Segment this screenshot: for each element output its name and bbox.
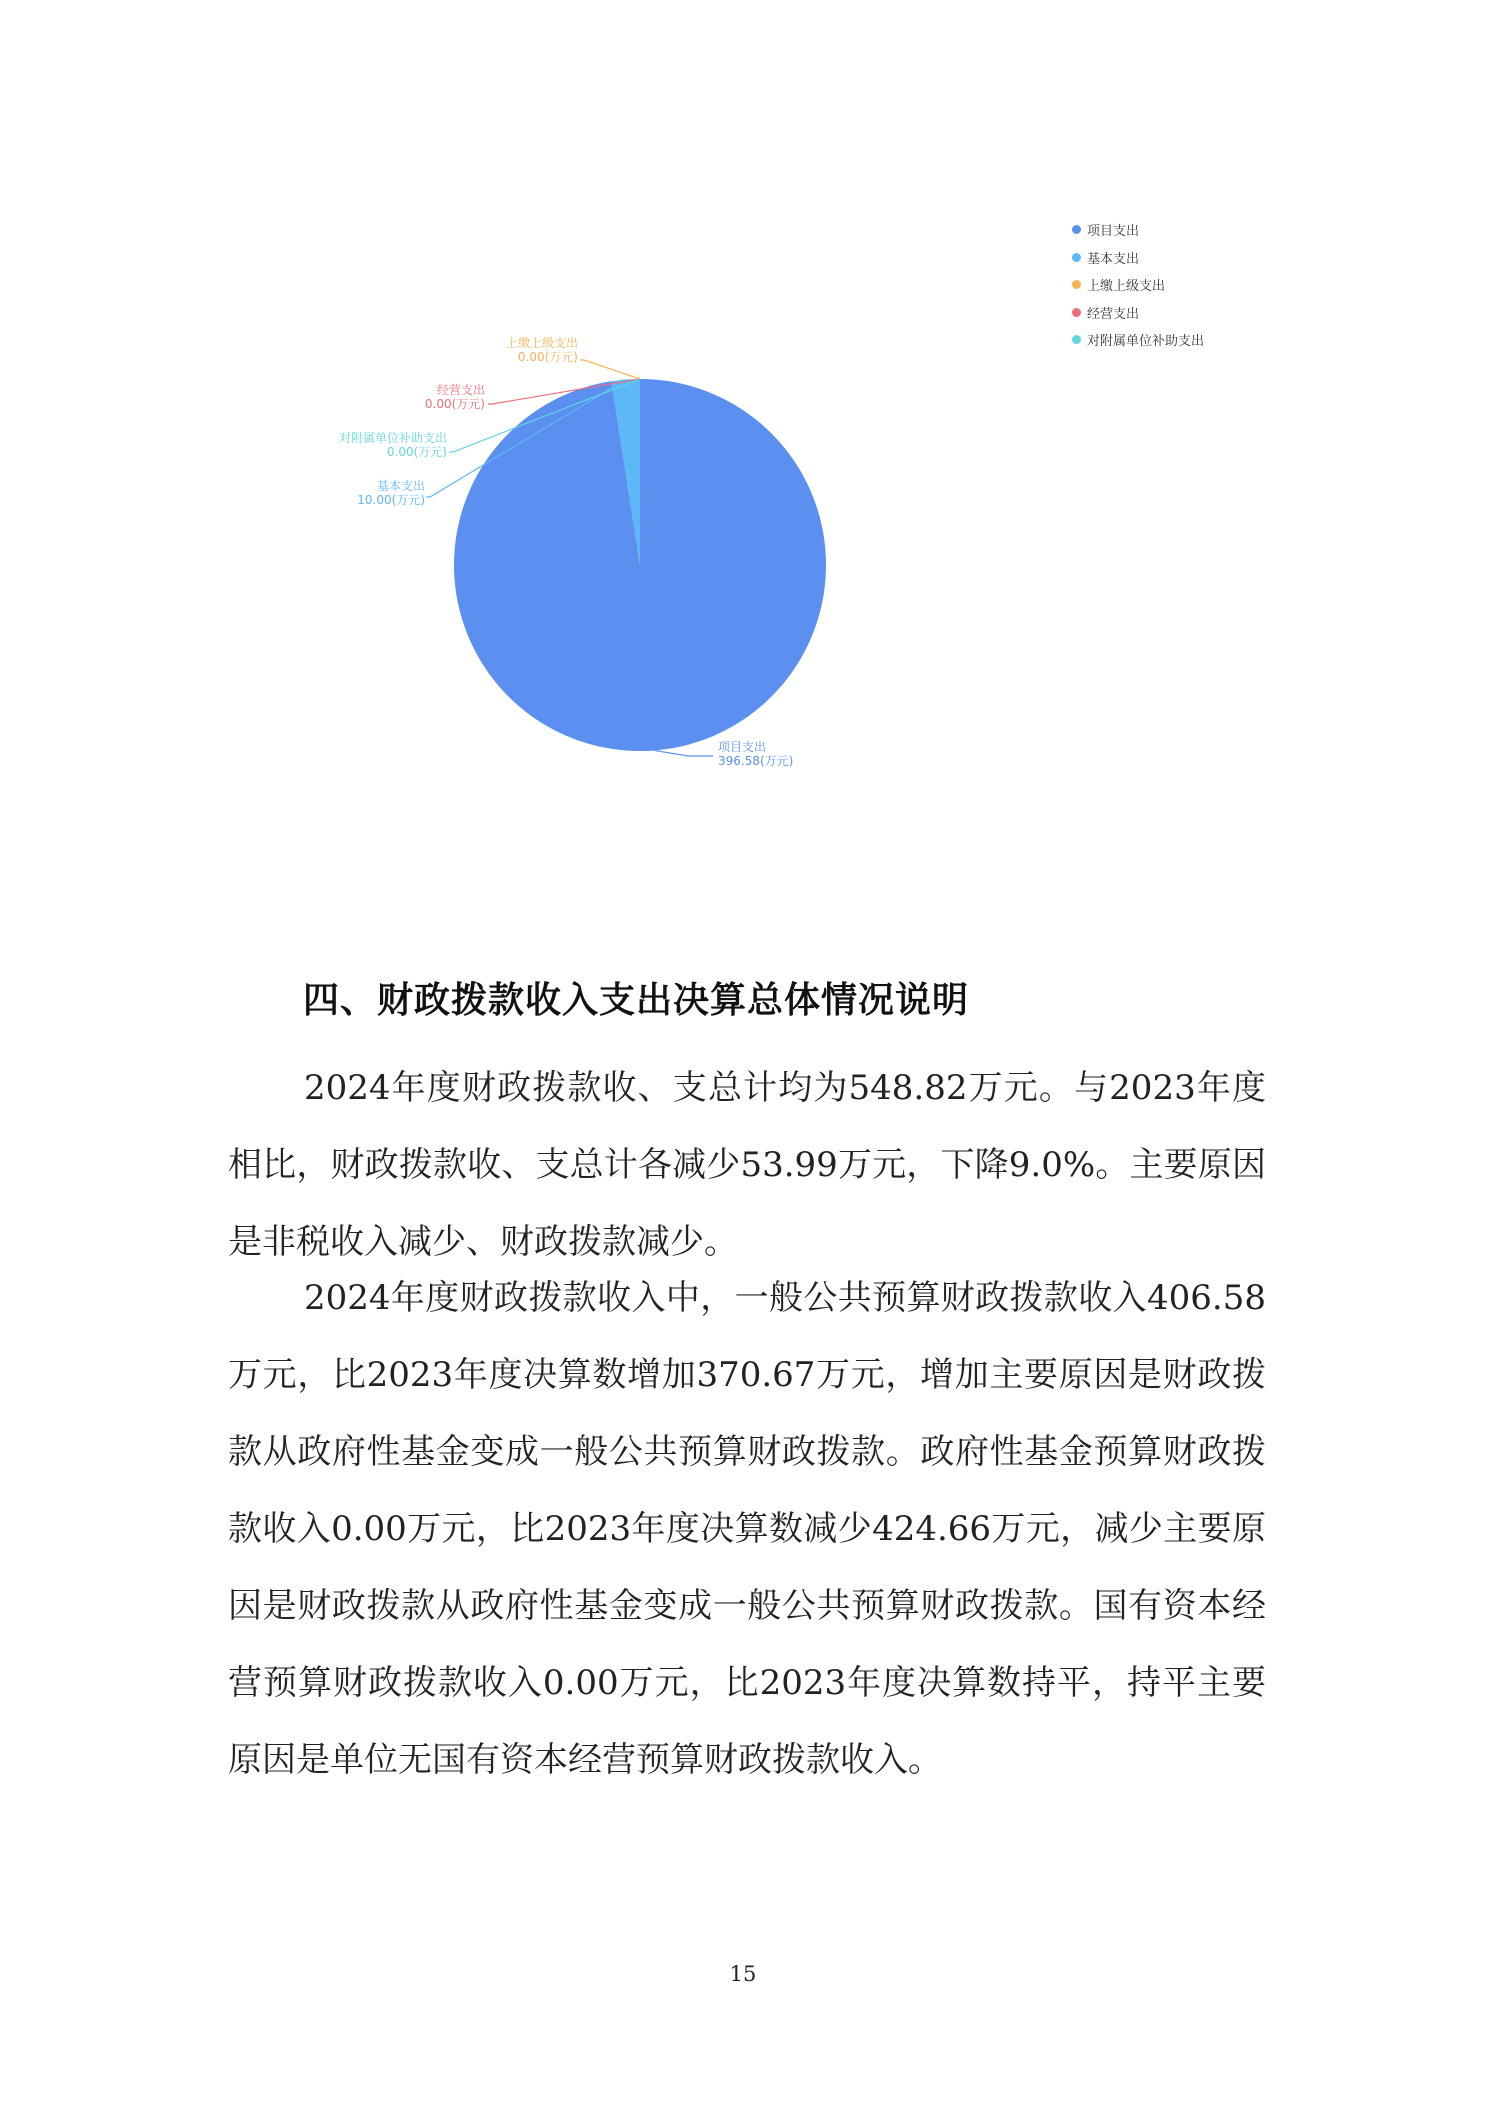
- legend-marker-icon: [1072, 225, 1081, 234]
- slice-label-value: 396.58(万元): [718, 754, 794, 768]
- slice-label-name: 经营支出: [436, 383, 485, 397]
- chart-legend: [1072, 216, 1204, 354]
- legend-item[interactable]: [1072, 326, 1204, 354]
- legend-marker-icon: [1072, 308, 1081, 317]
- slice-label-name: 对附属单位补助支出: [338, 431, 447, 445]
- leader-line: [654, 750, 713, 756]
- slice-label-name: 上缴上级支出: [505, 336, 578, 350]
- legend-label: 对附属单位补助支出: [1087, 334, 1205, 350]
- legend-item[interactable]: [1072, 271, 1204, 299]
- leader-line: [580, 360, 640, 379]
- slice-label-name: 基本支出: [376, 479, 425, 493]
- legend-marker-icon: [1072, 253, 1081, 262]
- legend-item[interactable]: [1072, 299, 1204, 327]
- legend-label: 经营支出: [1087, 306, 1140, 322]
- slice-label-value: 10.00(万元): [357, 493, 425, 507]
- legend-marker-icon: [1072, 335, 1081, 344]
- paragraph-2: [228, 1260, 1266, 1799]
- legend-label: 项目支出: [1087, 224, 1140, 240]
- legend-marker-icon: [1072, 280, 1081, 289]
- legend-label: 上缴上级支出: [1087, 279, 1166, 295]
- paragraph-1: [228, 1050, 1266, 1281]
- legend-item[interactable]: [1072, 216, 1204, 244]
- slice-label-value: 0.00(万元): [424, 397, 485, 411]
- paragraph-text: 2024年度财政拨款收入中，一般公共预算财政拨款收入406.58万元，比2023年度决算数增加370.67万元，增加主要原因是财政拨款从政府性基金变成一般公共预算财政拨款。政府性基金预算财政拨款收入0.00万元，比2023年度决算数减少424.66万元，减少主要原因是财政拨款从政府性基金变成一般公共预算财政拨款。国有资本经营预算财政拨款收入0.00万元，比2023年度决算数持平，持平主要原因是单位无国有资本经营预算财政拨款收入。: [228, 1278, 1266, 1780]
- legend-label: 基本支出: [1087, 251, 1140, 267]
- legend-item[interactable]: [1072, 244, 1204, 272]
- page-number: 15: [729, 1962, 757, 1986]
- section-heading: 四、财政拨款收入支出决算总体情况说明: [303, 980, 970, 1021]
- paragraph-text: 2024年度财政拨款收、支总计均为548.82万元。与2023年度相比，财政拨款收、支总计各减少53.99万元，下降9.0%。主要原因是非税收入减少、财政拨款减少。: [228, 1068, 1266, 1262]
- pie-chart: [0, 0, 1486, 900]
- slice-label-value: 0.00(万元): [386, 445, 447, 459]
- slice-label-name: 项目支出: [718, 740, 767, 754]
- slice-label-value: 0.00(万元): [517, 350, 578, 364]
